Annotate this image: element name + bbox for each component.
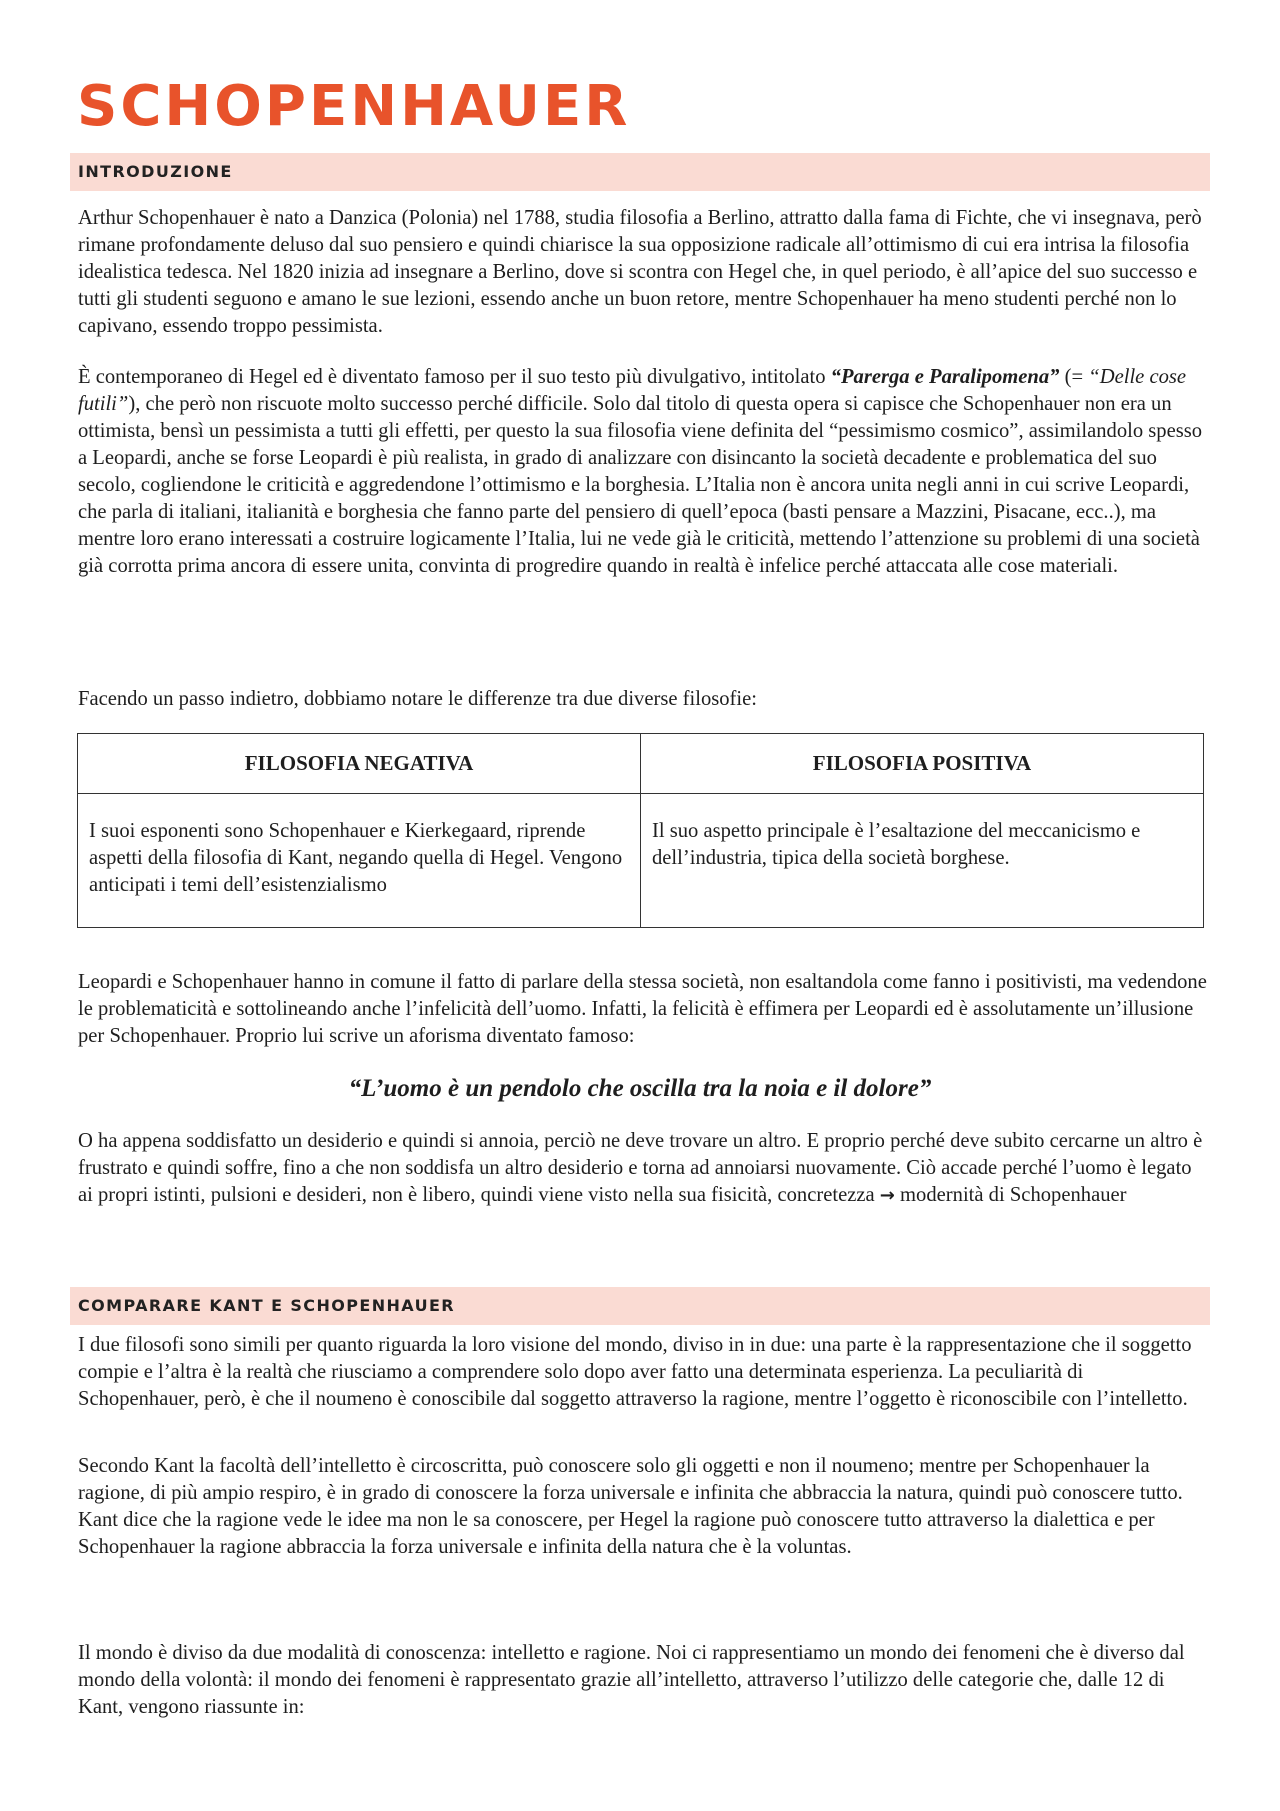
philosophy-table bbox=[77, 733, 1204, 928]
aphorism-quote: “L’uomo è un pendolo che oscilla tra la noia e il dolore” bbox=[348, 1075, 932, 1102]
table-row bbox=[78, 794, 1204, 928]
compare-paragraph-3: Il mondo è diviso da due modalità di conoscenza: intelletto e ragione. Noi ci rappresentiamo un mondo dei fenomeni che è diverso dal mondo della volontà: il mondo dei fenomeni è rappresentato grazie all’intelletto, attraverso l’utilizzo delle categorie che, dalle 12 di Kant, vengono riassunte in: bbox=[78, 1642, 1185, 1718]
p2-text-c: ), che però non riscuote molto successo perché difficile. Solo dal titolo di questa opera si capisce che Schopenhauer non era un ottimista, bensì un pessimista a tutti gli effetti, per questo la sua filosofia viene definita del “pessimismo cosmico”, assimilandolo spesso a Leopardi, anche se forse Leopardi è più realista, in grado di analizzare con disincanto la società decadente e problematica del suo secolo, cogliendone le criticità e aggredendone l’ottimismo e la borghesia. L’Italia non è ancora unita negli anni in cui scrive Leopardi, che parla di italiani, italianità e borghesia che fanno parte del pensiero di quell’epoca (basti pensare a Mazzini, Pisacane, ecc..), ma mentre loro erano interessati a costruire logicamente l’Italia, lui ne vede già le criticità, mettendo l’attenzione su problemi di una società già corrotta prima ancora di essere unita, convinta di progredire quando in realtà è infelice perché attaccata alle cose materiali. bbox=[78, 393, 1203, 577]
table-cell-negative: I suoi esponenti sono Schopenhauer e Kierkegaard, riprende aspetti della filosofia di Kant, negando quella di Hegel. Vengono anticipati i temi dell’esistenzialismo bbox=[78, 794, 641, 928]
table-header-row bbox=[78, 734, 1204, 794]
middle-paragraph-1: Leopardi e Schopenhauer hanno in comune il fatto di parlare della stessa società, non esaltandola come fanno i positivisti, ma vedendone le problematicità e sottolineando anche l’infelicità dell’uomo. Infatti, la felicità è effimera per Leopardi ed è assolutamente un’illusione per Schopenhauer. Proprio lui scrive un aforisma diventato famoso: bbox=[78, 971, 1207, 1047]
intro-paragraph-1: Arthur Schopenhauer è nato a Danzica (Polonia) nel 1788, studia filosofia a Berlino, attratto dalla fama di Fichte, che vi insegnava, però rimane profondamente deluso dal suo pensiero e quindi chiarisce la sua opposizione radicale all’ottimismo di cui era intrisa la filosofia idealistica tedesca. Nel 1820 inizia ad insegnare a Berlino, dove si scontra con Hegel che, in quel periodo, è all’apice del suo successo e tutti gli studenti seguono e amano le sue lezioni, essendo anche un buon retore, mentre Schopenhauer ha meno studenti perché non lo capivano, essendo troppo pessimista. bbox=[78, 207, 1202, 337]
section-label-compare: COMPARARE KANT E SCHOPENHAUER bbox=[78, 1296, 456, 1315]
p2-text-b: (= bbox=[1059, 366, 1089, 388]
compare-paragraph-1: I due filosofi sono simili per quanto riguarda la loro visione del mondo, diviso in in due: una parte è la rappresentazione che il soggetto compie e l’altra è la realtà che riusciamo a comprendere solo dopo aver fatto una determinata esperienza. La peculiarità di Schopenhauer, però, è che il noumeno è conoscibile dal soggetto attraverso la ragione, mentre l’oggetto è riconoscibile con l’intelletto. bbox=[78, 1334, 1192, 1410]
book-title-translation: “Delle cose futili” bbox=[78, 366, 1187, 415]
compare-paragraph-2: Secondo Kant la facoltà dell’intelletto è circoscritta, può conoscere solo gli oggetti e non il noumeno; mentre per Schopenhauer la ragione, di più ampio respiro, è in grado di conoscere la forza universale e infinita che abbraccia la natura, quindi può conoscere tutto. Kant dice che la ragione vede le idee ma non le sa conoscere, per Hegel la ragione può conoscere tutto attraverso la dialettica e per Schopenhauer la ragione abbraccia la forza universale e infinita della natura che è la voluntas. bbox=[78, 1455, 1183, 1558]
p5-text: O ha appena soddisfatto un desiderio e quindi si annoia, perciò ne deve trovare un altro. E proprio perché deve subito cercarne un altro è frustrato e quindi soffre, fino a che non soddisfa un altro desiderio e torna ad annoiarsi nuovamente. Ciò accade perché l’uomo è legato ai propri istinti, pulsioni e desideri, non è libero, quindi viene visto nella sua fisicità, concretezza bbox=[78, 1130, 1203, 1206]
p2-text-a: È contemporaneo di Hegel ed è diventato famoso per il suo testo più divulgativo, intitolato bbox=[78, 366, 831, 388]
page-title: SCHOPENHAUER bbox=[77, 74, 631, 139]
table-header-negative: FILOSOFIA NEGATIVA bbox=[78, 734, 641, 794]
intro-paragraph-3: Facendo un passo indietro, dobbiamo notare le differenze tra due diverse filosofie: bbox=[78, 688, 757, 710]
intro-paragraph-2 bbox=[78, 364, 1208, 580]
table-header-positive: FILOSOFIA POSITIVA bbox=[641, 734, 1204, 794]
p5-text-end: modernità di Schopenhauer bbox=[894, 1184, 1127, 1206]
section-header-compare bbox=[70, 1287, 1210, 1325]
middle-paragraph-2 bbox=[78, 1128, 1208, 1209]
section-header-intro bbox=[70, 153, 1210, 191]
book-title: “Parerga e Paralipomena” bbox=[830, 366, 1060, 388]
table-cell-positive: Il suo aspetto principale è l’esaltazione del meccanicismo e dell’industria, tipica della società borghese. bbox=[641, 794, 1204, 928]
arrow-right-icon: → bbox=[879, 1185, 895, 1206]
section-label-intro: INTRODUZIONE bbox=[78, 162, 233, 181]
